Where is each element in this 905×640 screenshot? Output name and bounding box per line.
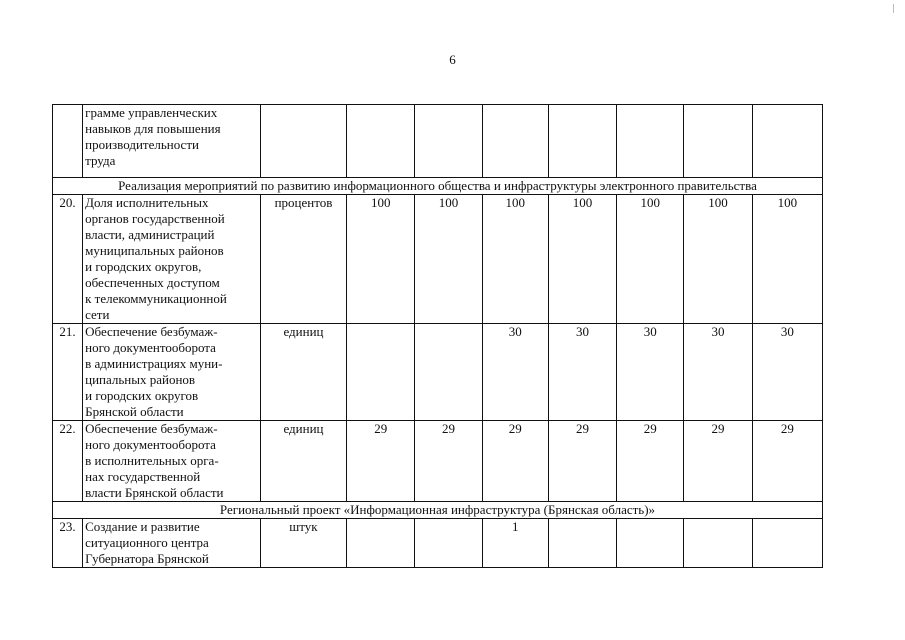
value-cell [347,519,415,568]
indicator-name-line: производительности [85,137,199,152]
table-row-20 [53,195,823,324]
value-cell [415,105,482,178]
row-number-cell: 21. [53,324,83,421]
value-cell: 29 [347,421,415,502]
value-cell [617,519,684,568]
value-cell: 100 [752,195,822,324]
indicator-name-line: обеспеченных доступом [85,275,220,290]
value-cell [415,324,482,421]
table-row-continued [53,105,823,178]
value-cell: 29 [617,421,684,502]
value-cell: 30 [548,324,616,421]
indicator-name-line: и городских округов, [85,259,202,274]
value-cell [684,105,752,178]
indicator-name-line: нах государственной [85,469,201,484]
unit-cell: штук [260,519,346,568]
value-cell: 100 [347,195,415,324]
value-cell: 29 [684,421,752,502]
indicator-name-line: муниципальных районов [85,243,224,258]
indicator-name-cell [83,324,261,421]
unit-cell: единиц [260,324,346,421]
indicator-name-line: Губернатора Брянской [85,551,209,566]
value-cell: 30 [482,324,548,421]
value-cell: 100 [617,195,684,324]
indicators-table [52,104,823,568]
value-cell: 100 [548,195,616,324]
indicator-name-line: навыков для повышения [85,121,221,136]
value-cell: 30 [617,324,684,421]
value-cell: 29 [482,421,548,502]
indicator-name-line: и городских округов [85,388,199,403]
value-cell [752,519,822,568]
section-header-row [53,502,823,519]
indicator-name-line: ного документооборота [85,340,216,355]
section-heading: Региональный проект «Информационная инфраструктура (Брянская область)» [53,502,823,519]
value-cell: 29 [415,421,482,502]
indicator-name-line: грамме управленческих [85,105,218,120]
unit-cell: процентов [260,195,346,324]
value-cell [548,519,616,568]
value-cell [347,324,415,421]
indicator-name-cell [83,105,261,178]
row-number-cell [53,105,83,178]
indicator-name-line: Обеспечение безбумаж- [85,421,218,436]
table-row-22 [53,421,823,502]
value-cell [684,519,752,568]
value-cell [617,105,684,178]
table-row-23 [53,519,823,568]
indicator-name-line: к телекоммуникационной [85,291,227,306]
indicator-name-line: ного документооборота [85,437,216,452]
value-cell: 100 [415,195,482,324]
indicator-name-line: власти, администраций [85,227,215,242]
value-cell [482,105,548,178]
value-cell: 29 [752,421,822,502]
indicator-name-line: органов государственной [85,211,225,226]
page-number: 6 [449,52,456,67]
row-number-cell: 22. [53,421,83,502]
value-cell: 1 [482,519,548,568]
value-cell [548,105,616,178]
section-heading: Реализация мероприятий по развитию информационного общества и инфраструктуры электронного правительства [53,178,823,195]
indicator-name-line: Создание и развитие [85,519,200,534]
indicator-name-line: ципальных районов [85,372,196,387]
indicator-name-line: в исполнительных орга- [85,453,219,468]
row-number-cell: 23. [53,519,83,568]
value-cell: 30 [752,324,822,421]
indicator-name-line: труда [85,153,116,168]
indicator-name-line: ситуационного центра [85,535,209,550]
unit-cell: единиц [260,421,346,502]
value-cell: 100 [684,195,752,324]
section-header-row [53,178,823,195]
value-cell [347,105,415,178]
indicator-name-line: сети [85,307,110,322]
indicator-name-cell [83,421,261,502]
value-cell: 30 [684,324,752,421]
value-cell: 100 [482,195,548,324]
indicator-name-line: Доля исполнительных [85,195,209,210]
indicator-name-line: Брянской области [85,404,184,419]
indicator-name-cell [83,195,261,324]
table-row-21 [53,324,823,421]
value-cell: 29 [548,421,616,502]
unit-cell [260,105,346,178]
indicator-name-line: власти Брянской области [85,485,224,500]
value-cell [752,105,822,178]
row-number-cell: 20. [53,195,83,324]
indicator-name-line: в администрациях муни- [85,356,223,371]
indicator-name-line: Обеспечение безбумаж- [85,324,218,339]
indicator-name-cell [83,519,261,568]
value-cell [415,519,482,568]
scan-margin-mark [893,4,894,13]
